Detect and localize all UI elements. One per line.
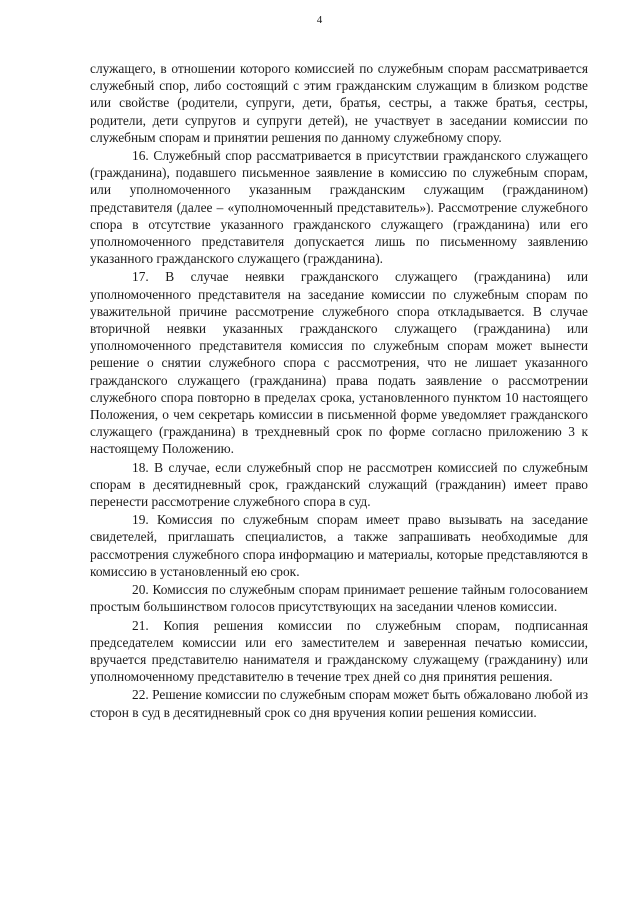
- page-number: 4: [316, 14, 323, 26]
- paragraph-16: 16. Служебный спор рассматривается в присутствии гражданского служащего (гражданина), подавшего письменное заявление в комиссию по служебным спорам, или уполномоченного указанным гражданским служащим (гражданином) представителя (далее – «уполномоченный представитель»). Рассмотрение служебного спора в отсутствие указанного гражданского служащего (гражданина) или его уполномоченного представителя допускается лишь по письменному заявлению указанного гражданского служащего (гражданина).: [90, 148, 588, 267]
- paragraph-17: 17. В случае неявки гражданского служащего (гражданина) или уполномоченного представителя на заседание комиссии по служебным спорам по уважительной причине рассмотрение служебного спора откладывается. В случае вторичной неявки указанных гражданского служащего (гражданина) или уполномоченного представителя комиссия по служебным спорам может вынести решение о снятии служебного спора с рассмотрения, что не лишает указанного гражданского служащего (гражданина) права подать заявление о рассмотрении служебного спора повторно в пределах срока, установленного пунктом 10 настоящего Положения, о чем секретарь комиссии в письменной форме уведомляет гражданского служащего (гражданина) в трехдневный срок по форме согласно приложению 3 к настоящему Положению.: [90, 269, 588, 457]
- paragraph-19: 19. Комиссия по служебным спорам имеет право вызывать на заседание свидетелей, приглашать специалистов, а также запрашивать необходимые для рассмотрения служебного спора информацию и материалы, которые представляются в комиссию в установленный ею срок.: [90, 512, 588, 579]
- paragraph-18: 18. В случае, если служебный спор не рассмотрен комиссией по служебным спорам в десятидневный срок, гражданский служащий (гражданин) имеет право перенести рассмотрение служебного спора в суд.: [90, 459, 588, 510]
- paragraph-continuation: служащего, в отношении которого комиссией по служебным спорам рассматривается служебный спор, либо состоящий с этим гражданским служащим в близком родстве или свойстве (родители, супруги, дети, братья, сестры, а также братья, сестры, родители, дети супругов и супруги детей), не участвует в заседании комиссии по служебным спорам и принятии решения по данному служебному спору.: [90, 61, 588, 145]
- paragraph-21: 21. Копия решения комиссии по служебным спорам, подписанная председателем комиссии или его заместителем и заверенная печатью комиссии, вручается представителю нанимателя и гражданскому служащему (гражданину) или уполномоченному представителю в течение трех дней со дня принятия решения.: [90, 617, 588, 685]
- paragraph-22: 22. Решение комиссии по служебным спорам может быть обжаловано любой из сторон в суд в десятидневный срок со дня вручения копии решения комиссии.: [90, 687, 588, 720]
- document-body: [90, 60, 588, 722]
- paragraph-20: 20. Комиссия по служебным спорам принимает решение тайным голосованием простым большинством голосов присутствующих на заседании членов комиссии.: [90, 582, 588, 615]
